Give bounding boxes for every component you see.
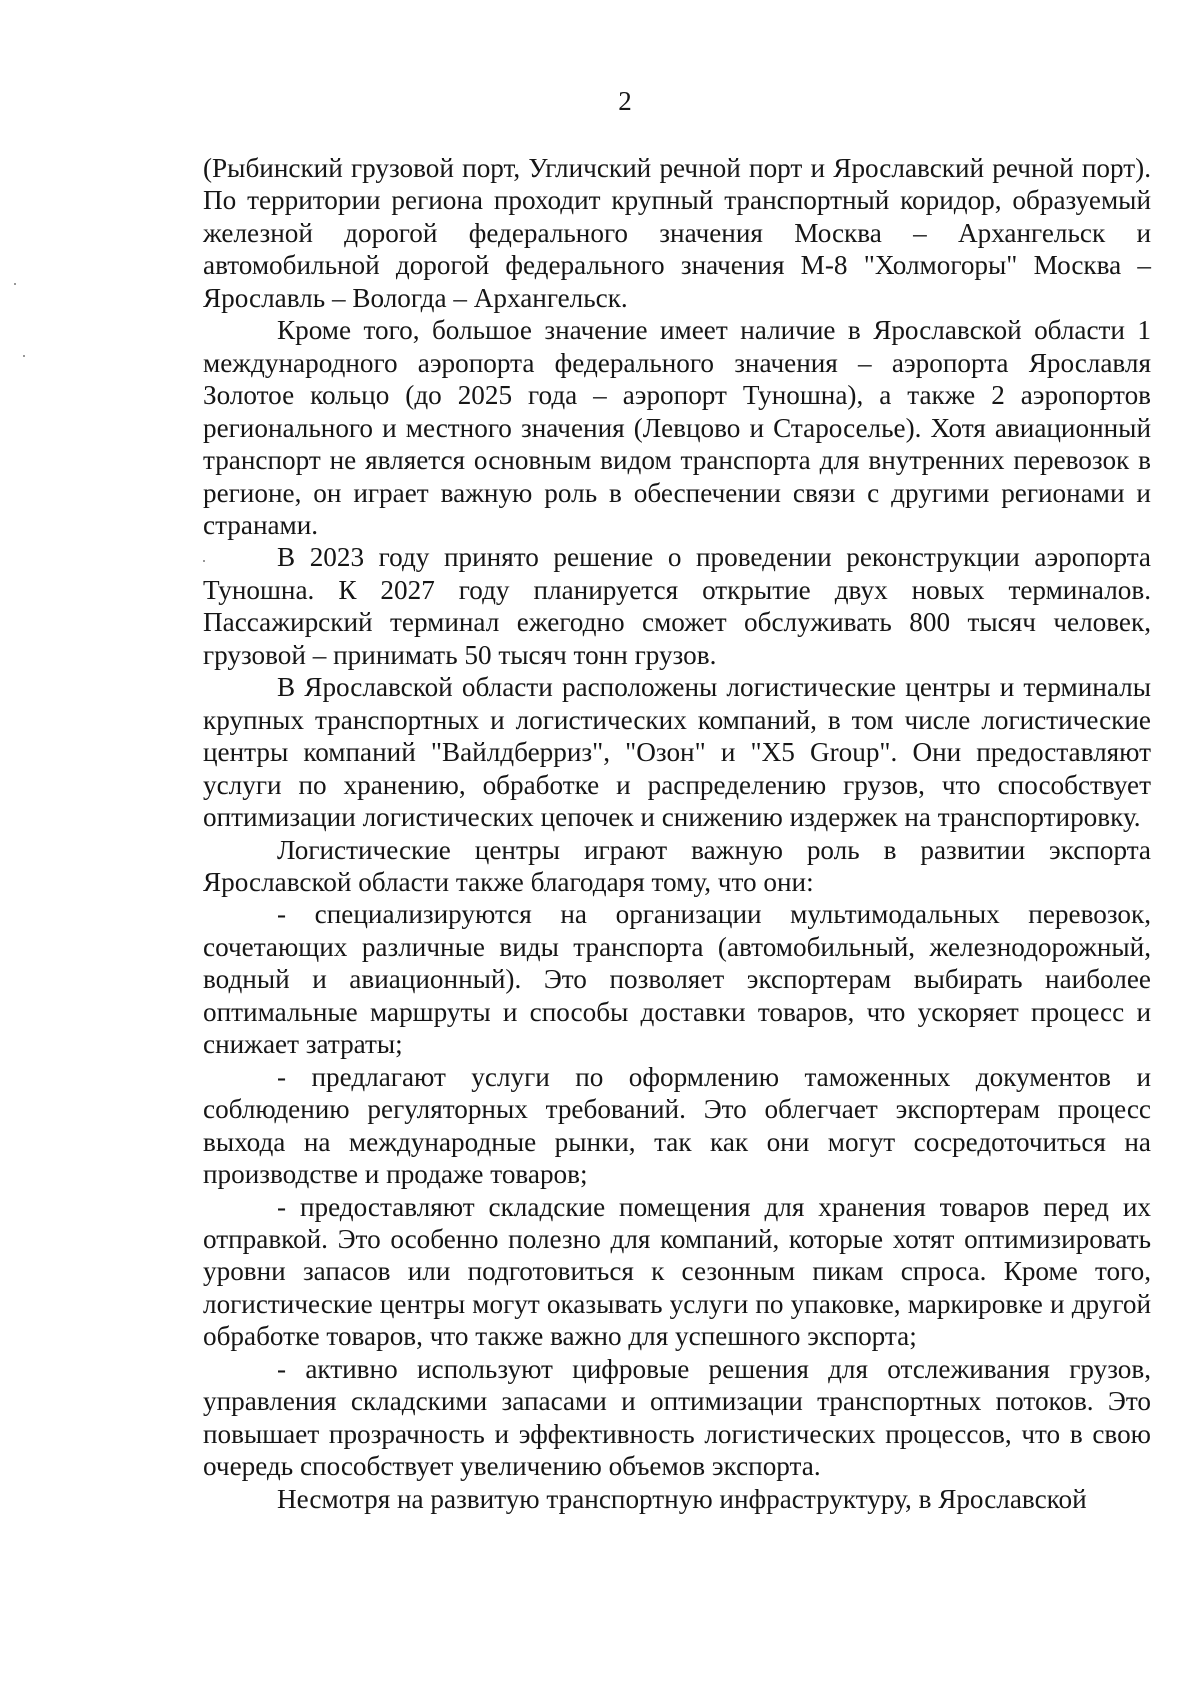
- paragraph-truncated: Несмотря на развитую транспортную инфраструктуру, в Ярославской: [277, 1483, 1087, 1514]
- page-number: 2: [618, 86, 632, 116]
- paragraph: Логистические центры играют важную роль в развитии экспорта Ярославской области также благодаря тому, что они:: [203, 834, 1151, 897]
- scan-speck: [14, 283, 16, 285]
- list-item: - предлагают услуги по оформлению таможенных документов и соблюдению регуляторных требований. Это облегчает экспортерам процесс выхода на международные рынки, так как они могут сосредоточиться на производстве и продаже товаров;: [203, 1061, 1151, 1190]
- paragraph-continuation: (Рыбинский грузовой порт, Угличский речной порт и Ярославский речной порт). По территории региона проходит крупный транспортный коридор, образуемый железной дорогой федерального значения Москва – Архангельск и автомобильной дорогой федерального значения М-8 "Холмогоры" Москва – Ярославль – Вологда – Архангельск.: [203, 153, 1151, 313]
- list-item: - специализируются на организации мультимодальных перевозок, сочетающих различные виды транспорта (автомобильный, железнодорожный, водный и авиационный). Это позволяет экспортерам выбирать наиболее оптимальные маршруты и способы доставки товаров, что ускоряет процесс и снижает затраты;: [203, 899, 1151, 1060]
- paragraph: В Ярославской области расположены логистические центры и терминалы крупных транспортных и логистических компаний, в том числе логистические центры компаний "Вайлдберриз", "Озон" и "Х5 Group". Они предоставляют услуги по хранению, обработке и распределению грузов, что способствует оптимизации логистических цепочек и снижению издержек на транспортировку.: [203, 672, 1151, 833]
- list-item: - предоставляют складские помещения для хранения товаров перед их отправкой. Это особенно полезно для компаний, которые хотят оптимизировать уровни запасов или подготовиться к сезонным пикам спроса. Кроме того, логистические центры могут оказывать услуги по упаковке, маркировке и другой обработке товаров, что также важно для успешного экспорта;: [203, 1191, 1151, 1352]
- scan-speck: [23, 355, 25, 357]
- list-item: - активно используют цифровые решения для отслеживания грузов, управления складскими запасами и оптимизации транспортных потоков. Это повышает прозрачность и эффективность логистических процессов, что в свою очередь способствует увеличению объемов экспорта.: [203, 1353, 1151, 1482]
- paragraph: Кроме того, большое значение имеет наличие в Ярославской области 1 международного аэропорта федерального значения – аэропорта Ярославля Золотое кольцо (до 2025 года – аэропорт Туношна), а также 2 аэропортов регионального и местного значения (Левцово и Староселье). Хотя авиационный транспорт не является основным видом транспорта для внутренних перевозок в регионе, он играет важную роль в обеспечении связи с другими регионами и странами.: [203, 315, 1151, 540]
- document-body: [203, 152, 1151, 1515]
- paragraph: В 2023 году принято решение о проведении реконструкции аэропорта Туношна. К 2027 году планируется открытие двух новых терминалов. Пассажирский терминал ежегодно сможет обслуживать 800 тысяч человек, грузовой – принимать 50 тысяч тонн грузов.: [203, 542, 1151, 670]
